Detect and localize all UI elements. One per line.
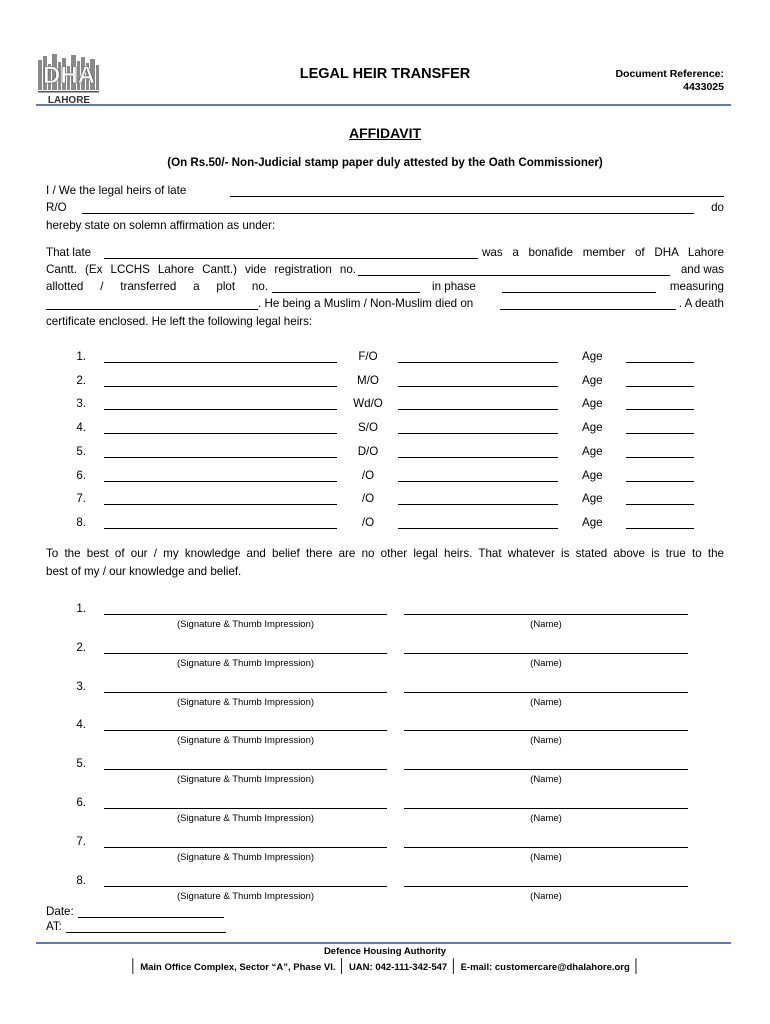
signature-number: 4.: [76, 718, 86, 732]
footer-divider: [36, 942, 731, 944]
para-cantt: Cantt. (Ex LCCHS Lahore Cantt.) vide registration no.: [46, 263, 356, 276]
para-muslim: . He being a Muslim / Non-Muslim died on: [258, 297, 474, 310]
footer-org: Defence Housing Authority: [323, 946, 447, 957]
heir-age-field[interactable]: [626, 433, 694, 434]
svg-text:DHA: DHA: [43, 62, 95, 89]
heir-name-field[interactable]: [104, 433, 337, 434]
heir-age-label: Age: [582, 397, 603, 411]
dha-logo-graphic: [36, 50, 102, 106]
heir-age-label: Age: [582, 468, 603, 482]
heir-name-field[interactable]: [104, 362, 337, 363]
footer-email: E-mail: customercare@dhalahore.org: [460, 962, 630, 973]
heir-relation: D/O: [357, 444, 379, 458]
intro-line-1: I / We the legal heirs of late: [46, 184, 187, 197]
heir-age-field[interactable]: [626, 409, 694, 410]
heir-age-field[interactable]: [626, 457, 694, 458]
name-caption: (Name): [530, 619, 562, 630]
heir-number: 6.: [76, 468, 86, 482]
heir-relation: Wd/O: [353, 397, 383, 411]
deceased-name-field[interactable]: [104, 258, 478, 259]
heir-name-field[interactable]: [104, 481, 337, 482]
residence-field[interactable]: [82, 213, 694, 214]
signature-number: 2.: [76, 640, 86, 654]
name-caption: (Name): [530, 696, 562, 708]
signature-field[interactable]: [104, 886, 387, 887]
para-allotted: allotted / transferred a plot no.: [46, 280, 268, 293]
date-label: Date:: [46, 905, 74, 918]
para-in-phase: in phase: [432, 280, 476, 293]
late-name-field[interactable]: [230, 196, 724, 197]
signature-number: 3.: [76, 679, 86, 693]
signature-number: 8.: [76, 873, 86, 887]
signature-caption: (Signature & Thumb Impression): [176, 696, 315, 708]
footer-separator: │: [338, 958, 347, 973]
name-caption: (Name): [530, 774, 562, 786]
para-certificate: certificate enclosed. He left the following legal heirs:: [46, 315, 313, 328]
heir-age-label: Age: [582, 515, 603, 529]
name-caption: (Name): [530, 657, 562, 669]
name-field[interactable]: [404, 692, 688, 693]
heir-relation: S/O: [358, 421, 378, 435]
heir-age-label: Age: [582, 492, 603, 506]
signature-caption: (Signature & Thumb Impression): [176, 735, 315, 747]
signature-field[interactable]: [104, 769, 387, 770]
at-field[interactable]: [66, 932, 226, 933]
heir-number: 2.: [76, 373, 86, 387]
heir-relation-name-field[interactable]: [398, 528, 558, 529]
heir-relation: /O: [361, 492, 375, 506]
intro-do-label: do: [711, 201, 724, 214]
svg-text:LAHORE: LAHORE: [47, 95, 91, 106]
heir-relation: /O: [361, 468, 375, 482]
name-caption: (Name): [530, 813, 562, 824]
signature-caption: (Signature & Thumb Impression): [176, 851, 315, 863]
heir-relation-name-field[interactable]: [398, 362, 558, 363]
died-on-field[interactable]: [500, 309, 676, 310]
heir-number: 3.: [76, 397, 86, 411]
heir-number: 1.: [76, 350, 86, 363]
name-field[interactable]: [404, 808, 688, 809]
signature-number: 7.: [76, 834, 86, 848]
heir-number: 7.: [76, 492, 86, 506]
signature-caption: (Signature & Thumb Impression): [176, 813, 315, 824]
heir-age-label: Age: [582, 350, 603, 363]
heir-age-field[interactable]: [626, 504, 694, 505]
signature-caption: (Signature & Thumb Impression): [176, 657, 315, 669]
footer-separator: │: [449, 958, 458, 973]
signature-field[interactable]: [104, 653, 387, 654]
footer-uan: UAN: 042-111-342-547: [348, 962, 448, 973]
document-reference-label: Document Reference:: [615, 68, 724, 80]
signature-number: 6.: [76, 796, 86, 809]
heir-relation-name-field[interactable]: [398, 409, 558, 410]
name-caption: (Name): [530, 890, 562, 902]
name-caption: (Name): [530, 851, 562, 863]
heir-number: 8.: [76, 515, 86, 529]
heir-relation-name-field[interactable]: [398, 457, 558, 458]
heir-relation-name-field[interactable]: [398, 481, 558, 482]
heir-name-field[interactable]: [104, 504, 337, 505]
footer-separator: │: [129, 958, 138, 973]
affidavit-subtitle: (On Rs.50/- Non-Judicial stamp paper duly attested by the Oath Commissioner): [167, 156, 603, 169]
statement-line-2: best of my / our knowledge and belief.: [46, 565, 242, 578]
name-caption: (Name): [530, 735, 562, 747]
plot-no-field[interactable]: [272, 292, 420, 293]
header-divider: [36, 104, 731, 106]
heir-relation-name-field[interactable]: [398, 386, 558, 387]
heir-age-label: Age: [582, 421, 603, 435]
name-field[interactable]: [404, 653, 688, 654]
dha-logo: [36, 50, 102, 106]
heir-age-field[interactable]: [626, 362, 694, 363]
para-that-late: That late: [46, 246, 92, 259]
heir-age-field[interactable]: [626, 386, 694, 387]
heir-age-field[interactable]: [626, 481, 694, 482]
registration-no-field[interactable]: [358, 275, 670, 276]
signature-caption: (Signature & Thumb Impression): [176, 774, 315, 786]
heir-relation-name-field[interactable]: [398, 504, 558, 505]
intro-line-3: hereby state on solemn affirmation as under:: [46, 219, 276, 232]
signature-number: 1.: [76, 602, 86, 615]
name-field[interactable]: [404, 847, 688, 848]
affidavit-title: AFFIDAVIT: [348, 125, 422, 141]
footer-contact: [0, 958, 770, 973]
para-measuring: measuring: [669, 280, 724, 293]
heir-age-label: Age: [582, 444, 603, 458]
name-field[interactable]: [404, 614, 688, 615]
date-field[interactable]: [78, 917, 224, 918]
signature-field[interactable]: [104, 692, 387, 693]
measuring-field[interactable]: [46, 309, 258, 310]
footer-address: Main Office Complex, Sector “A”, Phase VI.: [140, 962, 336, 973]
signature-field[interactable]: [104, 730, 387, 731]
statement-line-1: To the best of our / my knowledge and belief there are no other legal heirs. That whatever is stated above is true to the: [46, 547, 724, 560]
heir-relation: M/O: [357, 373, 379, 387]
para-and-was: and was: [680, 263, 724, 276]
para-a-death: . A death: [678, 297, 724, 310]
at-label: AT:: [46, 920, 62, 933]
signature-number: 5.: [76, 757, 86, 771]
signature-caption: (Signature & Thumb Impression): [176, 619, 315, 630]
para-bonafide: was a bonafide member of DHA Lahore: [482, 246, 724, 259]
phase-field[interactable]: [502, 292, 656, 293]
signature-caption: (Signature & Thumb Impression): [176, 890, 315, 902]
signature-field[interactable]: [104, 808, 387, 809]
document-reference-value: 4433025: [683, 81, 724, 93]
footer-separator: │: [632, 958, 641, 973]
signature-field[interactable]: [104, 847, 387, 848]
heir-name-field[interactable]: [104, 409, 337, 410]
signature-field[interactable]: [104, 614, 387, 615]
heir-relation: F/O: [358, 350, 378, 363]
heir-name-field[interactable]: [104, 528, 337, 529]
intro-ro-label: R/O: [46, 201, 67, 214]
heir-age-label: Age: [582, 373, 603, 387]
heir-number: 5.: [76, 444, 86, 458]
heir-name-field[interactable]: [104, 386, 337, 387]
name-field[interactable]: [404, 886, 688, 887]
heir-age-field[interactable]: [626, 528, 694, 529]
name-field[interactable]: [404, 730, 688, 731]
heir-number: 4.: [76, 421, 86, 435]
heir-relation: /O: [361, 515, 375, 529]
name-field[interactable]: [404, 769, 688, 770]
heir-relation-name-field[interactable]: [398, 433, 558, 434]
page-title: LEGAL HEIR TRANSFER: [299, 66, 471, 82]
heir-name-field[interactable]: [104, 457, 337, 458]
